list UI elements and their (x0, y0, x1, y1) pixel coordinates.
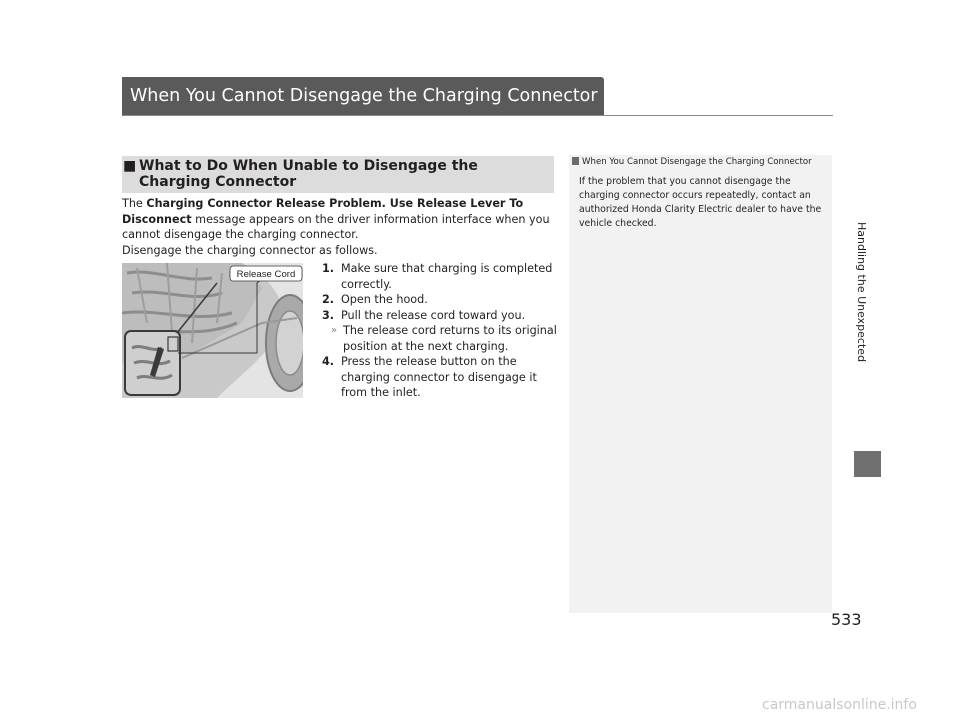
step-number: 1. (322, 262, 335, 275)
step-text: Press the release button on the charging connector to disengage it from the inlet. (341, 355, 537, 399)
steps-list (311, 261, 561, 401)
intro-rest: message appears on the driver information interface when you cannot disengage the charging connector. (122, 212, 550, 241)
chapter-side-label: Handling the Unexpected (855, 222, 868, 363)
chapter-tab (854, 451, 881, 477)
square-bullet-icon: ■ (123, 158, 137, 174)
step-text: The release cord returns to its original position at the next charging. (343, 324, 557, 353)
release-cord-callout: Release Cord (236, 269, 296, 280)
intro-paragraph (122, 196, 562, 243)
step-text: Pull the release cord toward you. (341, 308, 526, 322)
list-item (311, 308, 561, 324)
step-number: 2. (322, 293, 335, 306)
side-note-title-text: When You Cannot Disengage the Charging Connector (582, 157, 812, 167)
subsection-heading (122, 156, 554, 193)
list-item (311, 323, 561, 354)
intro-message: Charging Connector Release Problem. Use Release Lever To Disconnect (122, 197, 524, 226)
page-number: 533 (831, 610, 862, 629)
list-item (311, 292, 561, 308)
watermark: carmanualsonline.info (762, 697, 917, 713)
title-divider (122, 115, 833, 116)
step-number: 3. (322, 308, 335, 322)
engine-bay-illustration (122, 263, 303, 398)
side-note-text: If the problem that you cannot disengage the charging connector occurs repeatedly, contact an authorized Honda Clarity Electric dealer to have the vehicle checked. (579, 176, 822, 229)
lead-sentence: Disengage the charging connector as follows. (122, 244, 378, 257)
section-title: When You Cannot Disengage the Charging Connector (122, 77, 604, 115)
arrow-bullet-icon: » (331, 325, 338, 336)
step-text: Open the hood. (341, 293, 428, 306)
step-number: 4. (322, 355, 335, 368)
note-marker-icon (572, 157, 579, 165)
intro-prefix: The (122, 197, 147, 210)
side-note-title (572, 157, 830, 167)
subsection-title: What to Do When Unable to Disengage the Charging Connector (139, 158, 478, 190)
step-text: Make sure that charging is completed correctly. (341, 262, 553, 291)
list-item (311, 354, 561, 401)
list-item (311, 261, 561, 292)
